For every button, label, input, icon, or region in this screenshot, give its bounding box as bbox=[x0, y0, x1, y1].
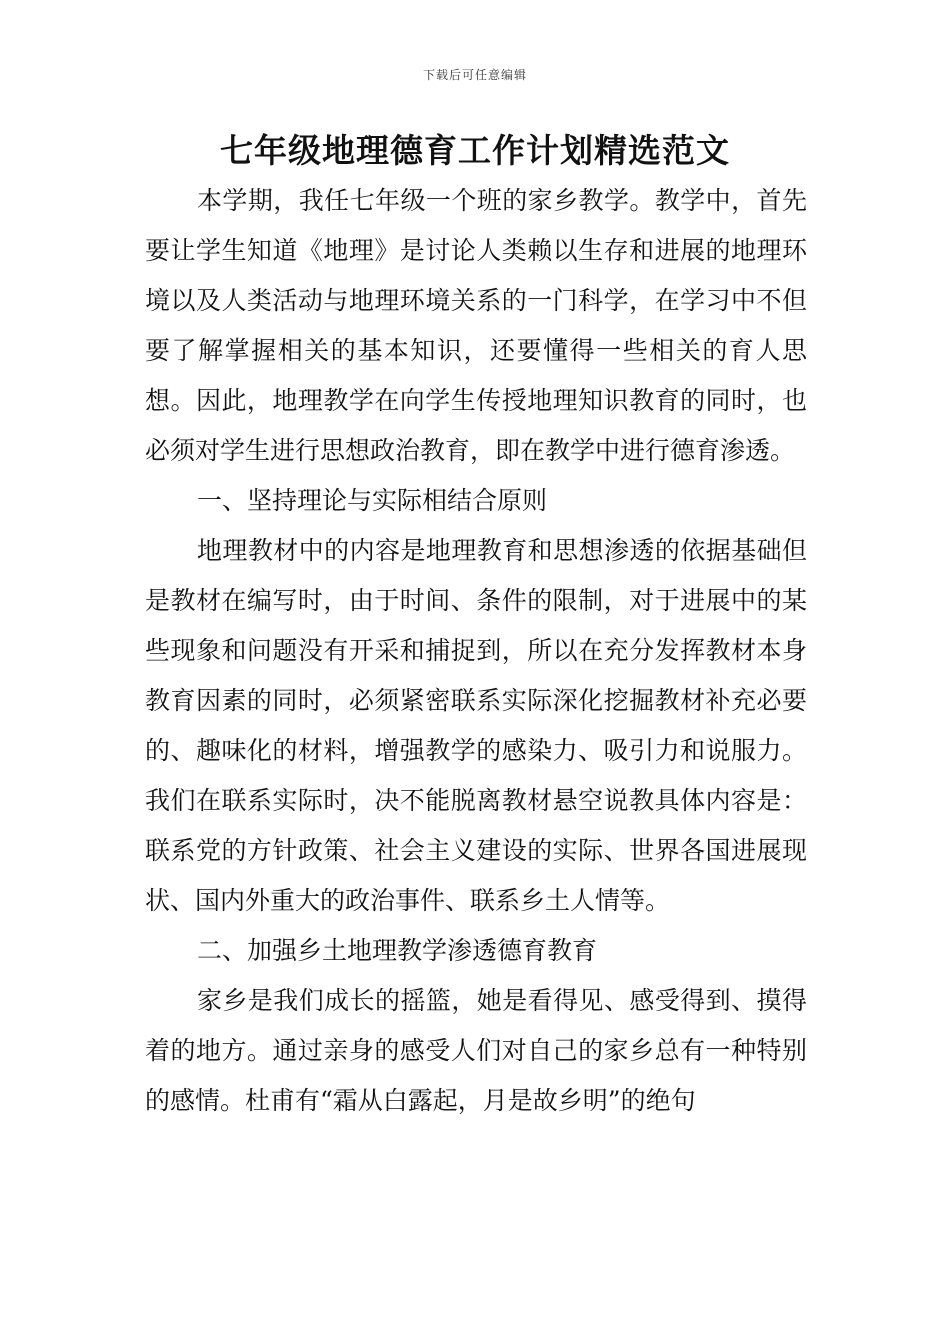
document-body bbox=[145, 176, 807, 1126]
section-heading-1: 一、坚持理论与实际相结合原则 bbox=[197, 486, 548, 515]
paragraph-intro: 本学期，我任七年级一个班的家乡教学。教学中，首先要让学生知道《地理》是讨论人类赖以生存和进展的地理环境以及人类活动与地理环境关系的一门科学，在学习中不但要了解掌握相关的基本知识，还要懂得一些相关的育人思想。因此，地理教学在向学生传授地理知识教育的同时，也必须对学生进行思想政治教育，即在教学中进行德育渗透。 bbox=[145, 186, 807, 465]
page-title: 七年级地理德育工作计划精选范文 bbox=[220, 131, 730, 170]
section-heading-2: 二、加强乡土地理教学渗透德育教育 bbox=[197, 936, 598, 965]
paragraph-section-1: 地理教材中的内容是地理教育和思想渗透的依据基础但是教材在编写时，由于时间、条件的限制，对于进展中的某些现象和问题没有开采和捕捉到，所以在充分发挥教材本身教育因素的同时，必须紧密联系实际深化挖掘教材补充必要的、趣味化的材料，增强教学的感染力、吸引力和说服力。我们在联系实际时，决不能脱离教材悬空说教具体内容是：联系党的方针政策、社会主义建设的实际、世界各国进展现状、国内外重大的政治事件、联系乡土人情等。 bbox=[145, 536, 807, 915]
paragraph-section-2: 家乡是我们成长的摇篮，她是看得见、感受得到、摸得着的地方。通过亲身的感受人们对自己的家乡总有一种特别的感情。杜甫有“霜从白露起，月是故乡明”的绝句 bbox=[145, 986, 807, 1115]
header-note: 下载后可任意编辑 bbox=[422, 68, 527, 82]
